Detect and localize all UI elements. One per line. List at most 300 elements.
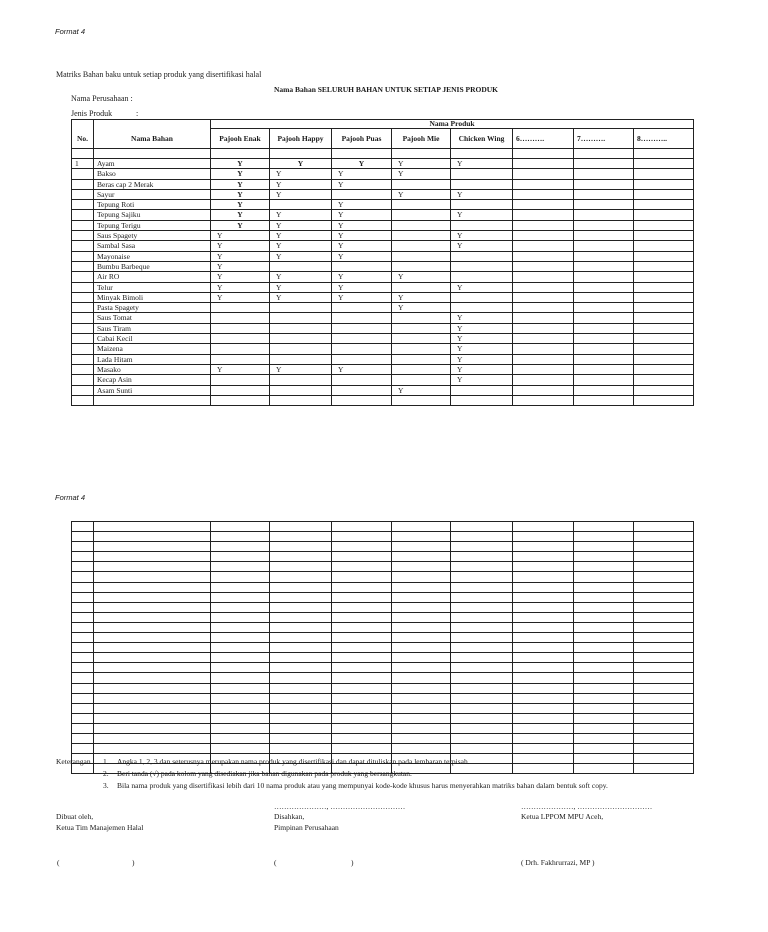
blank-row [72,633,694,643]
blank-cell [270,582,332,592]
mark-cell [451,179,513,189]
blank-cell [94,542,211,552]
blank-cell [270,602,332,612]
blank-cell [392,653,451,663]
blank-cell [211,572,270,582]
mark-cell: Y [332,159,392,169]
header-no: No. [72,129,94,149]
mark-cell [392,323,451,333]
table-row [72,159,694,169]
blank-cell [392,562,451,572]
mark-cell [513,200,574,210]
mark-cell [574,375,634,385]
mark-cell: Y [332,200,392,210]
blank-cell [513,703,574,713]
blank-cell [211,582,270,592]
blank-cell [94,713,211,723]
blank-cell [270,663,332,673]
mark-cell: Y [211,179,270,189]
blank-cell [94,592,211,602]
blank-cell [451,683,513,693]
mark-cell [574,231,634,241]
mark-cell: Y [270,282,332,292]
blank-cell [94,693,211,703]
blank-cell [332,653,392,663]
spacer-cell [574,149,634,159]
mark-cell [634,231,694,241]
mark-cell: Y [332,179,392,189]
mark-cell: Y [392,189,451,199]
blank-cell [270,562,332,572]
mark-cell [270,323,332,333]
mark-cell [634,364,694,374]
mark-cell [513,354,574,364]
table-row [72,272,694,282]
mark-cell [392,220,451,230]
blank-cell [634,542,694,552]
mark-cell: Y [332,231,392,241]
mark-cell [634,385,694,395]
blank-cell [574,572,634,582]
mark-cell [211,334,270,344]
mark-cell [270,261,332,271]
mark-cell [270,375,332,385]
spacer-cell [94,149,211,159]
blank-cell [392,612,451,622]
header-product-2: Pajooh Happy [270,129,332,149]
row-number [72,375,94,385]
mark-cell [392,354,451,364]
mark-cell: Y [451,189,513,199]
mark-cell [392,261,451,271]
blank-cell [332,723,392,733]
blank-cell [574,764,634,774]
blank-cell [574,723,634,733]
blank-cell [574,582,634,592]
blank-cell [270,612,332,622]
row-number [72,189,94,199]
mark-cell: Y [211,220,270,230]
blank-cell [270,532,332,542]
table-row [72,375,694,385]
mark-cell [451,261,513,271]
empty-cell [72,395,94,405]
blank-cell [392,703,451,713]
blank-row [72,582,694,592]
blank-cell [451,622,513,632]
blank-cell [574,622,634,632]
row-number [72,344,94,354]
blank-cell [392,663,451,673]
blank-cell [634,713,694,723]
mark-cell [574,189,634,199]
blank-cell [574,713,634,723]
mark-cell: Y [451,344,513,354]
blank-cell [94,572,211,582]
mark-cell [451,303,513,313]
mark-cell [513,169,574,179]
blank-cell [211,683,270,693]
mark-cell [332,354,392,364]
blank-cell [332,683,392,693]
row-number [72,354,94,364]
blank-cell [392,744,451,754]
blank-cell [211,612,270,622]
blank-cell [332,612,392,622]
blank-row [72,683,694,693]
blank-cell [72,713,94,723]
empty-cell [451,395,513,405]
mark-cell [513,292,574,302]
mark-cell: Y [451,231,513,241]
header-nama-bahan: Nama Bahan [94,129,211,149]
blank-row [72,522,694,532]
ingredient-name: Bakso [94,169,211,179]
mark-cell [270,313,332,323]
blank-cell [513,723,574,733]
blank-cell [634,572,694,582]
row-number [72,169,94,179]
sig-pimpinan: Pimpinan Perusahaan [274,823,339,832]
ingredient-name: Sambal Sasa [94,241,211,251]
header-nama-bahan-top [94,120,211,129]
blank-cell [513,542,574,552]
table-row [72,385,694,395]
blank-cell [332,582,392,592]
blank-cell [634,764,694,774]
mark-cell [332,261,392,271]
mark-cell [332,189,392,199]
mark-cell: Y [332,282,392,292]
mark-cell [211,385,270,395]
table-row [72,241,694,251]
blank-cell [451,633,513,643]
blank-cell [574,693,634,703]
header-product-6: 6………. [513,129,574,149]
mark-cell [634,344,694,354]
mark-cell: Y [451,364,513,374]
blank-cell [332,522,392,532]
blank-cell [211,723,270,733]
blank-cell [392,673,451,683]
blank-cell [72,693,94,703]
mark-cell [634,375,694,385]
mark-cell [634,334,694,344]
blank-cell [513,764,574,774]
blank-cell [270,744,332,754]
ingredient-name: Saus Tomat [94,313,211,323]
blank-cell [513,552,574,562]
mark-cell [634,251,694,261]
blank-row [72,602,694,612]
blank-row [72,622,694,632]
blank-cell [270,552,332,562]
blank-cell [72,572,94,582]
blank-cell [211,733,270,743]
blank-row [72,542,694,552]
blank-cell [451,723,513,733]
table-row [72,231,694,241]
table-row [72,323,694,333]
format-label-top: Format 4 [55,27,86,36]
ingredient-name: Air RO [94,272,211,282]
blank-row [72,572,694,582]
note-1-text: Angka 1, 2, 3 dan seterusnya merupakan nama produk yang disertifikasi dan dapat dituliskan pada lembaran terpisah. [117,757,470,766]
mark-cell: Y [211,292,270,302]
mark-cell [332,323,392,333]
mark-cell [513,210,574,220]
blank-cell [574,663,634,673]
row-number: 1 [72,159,94,169]
blank-cell [332,663,392,673]
blank-cell [451,653,513,663]
mark-cell [574,354,634,364]
row-number [72,179,94,189]
jenis-produk-label: Jenis Produk [71,109,113,118]
row-number [72,385,94,395]
mark-cell: Y [270,210,332,220]
blank-row [72,733,694,743]
mark-cell [574,344,634,354]
blank-cell [634,532,694,542]
mark-cell [634,272,694,282]
header-product-4: Pajooh Mie [392,129,451,149]
blank-cell [634,663,694,673]
blank-cell [574,733,634,743]
mark-cell: Y [392,169,451,179]
blank-row [72,592,694,602]
blank-cell [94,683,211,693]
blank-cell [451,562,513,572]
blank-cell [211,653,270,663]
row-number [72,210,94,220]
empty-cell [270,395,332,405]
blank-cell [574,754,634,764]
blank-cell [513,653,574,663]
mark-cell: Y [451,241,513,251]
blank-cell [270,713,332,723]
blank-cell [332,602,392,612]
blank-cell [94,744,211,754]
blank-cell [72,622,94,632]
row-number [72,323,94,333]
blank-cell [332,592,392,602]
blank-cell [392,693,451,703]
row-number [72,313,94,323]
row-number [72,261,94,271]
blank-cell [270,572,332,582]
nama-bahan-title: Nama Bahan SELURUH BAHAN UNTUK SETIAP JENIS PRODUK [274,85,498,94]
blank-cell [574,703,634,713]
blank-cell [72,663,94,673]
mark-cell [392,251,451,261]
blank-cell [574,612,634,622]
blank-cell [72,723,94,733]
mark-cell [634,261,694,271]
table-row [72,303,694,313]
mark-cell [574,169,634,179]
mark-cell: Y [332,210,392,220]
mark-cell [574,200,634,210]
blank-cell [270,592,332,602]
blank-cell [211,562,270,572]
mark-cell [574,220,634,230]
spacer-cell [513,149,574,159]
blank-cell [332,532,392,542]
blank-cell [451,532,513,542]
blank-cell [574,542,634,552]
mark-cell: Y [332,292,392,302]
mark-cell: Y [270,241,332,251]
spacer-cell [392,149,451,159]
blank-cell [270,733,332,743]
blank-cell [211,532,270,542]
table-row [72,251,694,261]
blank-cell [392,572,451,582]
blank-cell [513,733,574,743]
mark-cell [392,231,451,241]
blank-cell [513,663,574,673]
mark-cell [332,375,392,385]
mark-cell [392,210,451,220]
mark-cell: Y [211,169,270,179]
blank-cell [451,673,513,683]
blank-cell [211,673,270,683]
blank-cell [72,653,94,663]
mark-cell: Y [211,364,270,374]
blank-cell [513,643,574,653]
empty-cell [392,395,451,405]
blank-row [72,703,694,713]
mark-cell [332,303,392,313]
mark-cell [392,313,451,323]
mark-cell [270,385,332,395]
mark-cell: Y [451,354,513,364]
mark-cell [574,282,634,292]
sig-ketua-lppom: Ketua LPPOM MPU Aceh, [521,812,604,821]
blank-cell [270,622,332,632]
blank-cell [94,562,211,572]
mark-cell: Y [211,189,270,199]
blank-row [72,552,694,562]
mark-cell: Y [332,272,392,282]
table-row [72,189,694,199]
blank-cell [211,663,270,673]
blank-cell [332,633,392,643]
mark-cell [513,282,574,292]
sig-disahkan: Disahkan, [274,812,305,821]
mark-cell [392,241,451,251]
mark-cell: Y [451,282,513,292]
mark-cell [634,210,694,220]
blank-cell [392,522,451,532]
mark-cell [211,344,270,354]
table-row [72,292,694,302]
spacer-cell [211,149,270,159]
ingredient-name: Tepung Sajiku [94,210,211,220]
blank-cell [574,592,634,602]
blank-cell [94,602,211,612]
mark-cell [574,323,634,333]
blank-row [72,693,694,703]
ingredient-name: Saus Spagety [94,231,211,241]
blank-cell [513,602,574,612]
blank-cell [72,744,94,754]
mark-cell [513,323,574,333]
mark-cell [634,241,694,251]
blank-cell [451,713,513,723]
blank-cell [332,673,392,683]
blank-row [72,723,694,733]
mark-cell [332,334,392,344]
blank-cell [332,542,392,552]
blank-cell [211,622,270,632]
mark-cell [513,303,574,313]
blank-cell [513,683,574,693]
blank-cell [513,622,574,632]
mark-cell [513,179,574,189]
sig-col3-name: ( Drh. Fakhrurrazi, MP ) [521,858,595,867]
mark-cell: Y [451,334,513,344]
header-product-5: Chicken Wing [451,129,513,149]
blank-cell [94,622,211,632]
mark-cell: Y [270,159,332,169]
mark-cell [634,313,694,323]
blank-cell [634,622,694,632]
row-number [72,231,94,241]
blank-cell [332,643,392,653]
mark-cell: Y [211,159,270,169]
mark-cell [451,251,513,261]
mark-cell [634,179,694,189]
blank-cell [94,633,211,643]
mark-cell [634,282,694,292]
blank-cell [72,612,94,622]
blank-cell [451,703,513,713]
mark-cell [451,220,513,230]
mark-cell [270,303,332,313]
sig-col1-close-paren: ) [132,858,135,867]
blank-cell [451,572,513,582]
blank-cell [94,733,211,743]
blank-cell [72,602,94,612]
mark-cell [513,334,574,344]
ingredient-name: Asam Sunti [94,385,211,395]
mark-cell: Y [270,169,332,179]
mark-cell: Y [211,272,270,282]
header-product-3: Pajooh Puas [332,129,392,149]
mark-cell [574,292,634,302]
blank-cell [270,693,332,703]
blank-cell [634,582,694,592]
mark-cell [211,323,270,333]
ingredient-name: Saus Tiram [94,323,211,333]
blank-cell [574,562,634,572]
page-heading: Matriks Bahan baku untuk setiap produk yang disertifikasi halal [56,70,262,79]
mark-cell [574,210,634,220]
mark-cell: Y [392,272,451,282]
blank-cell [574,683,634,693]
blank-cell [451,693,513,703]
table-row [72,179,694,189]
jenis-produk-colon: : [136,109,139,118]
row-number [72,282,94,292]
ingredient-name: Sayur [94,189,211,199]
blank-cell [332,713,392,723]
blank-cell [332,693,392,703]
mark-cell: Y [211,200,270,210]
mark-cell: Y [270,364,332,374]
